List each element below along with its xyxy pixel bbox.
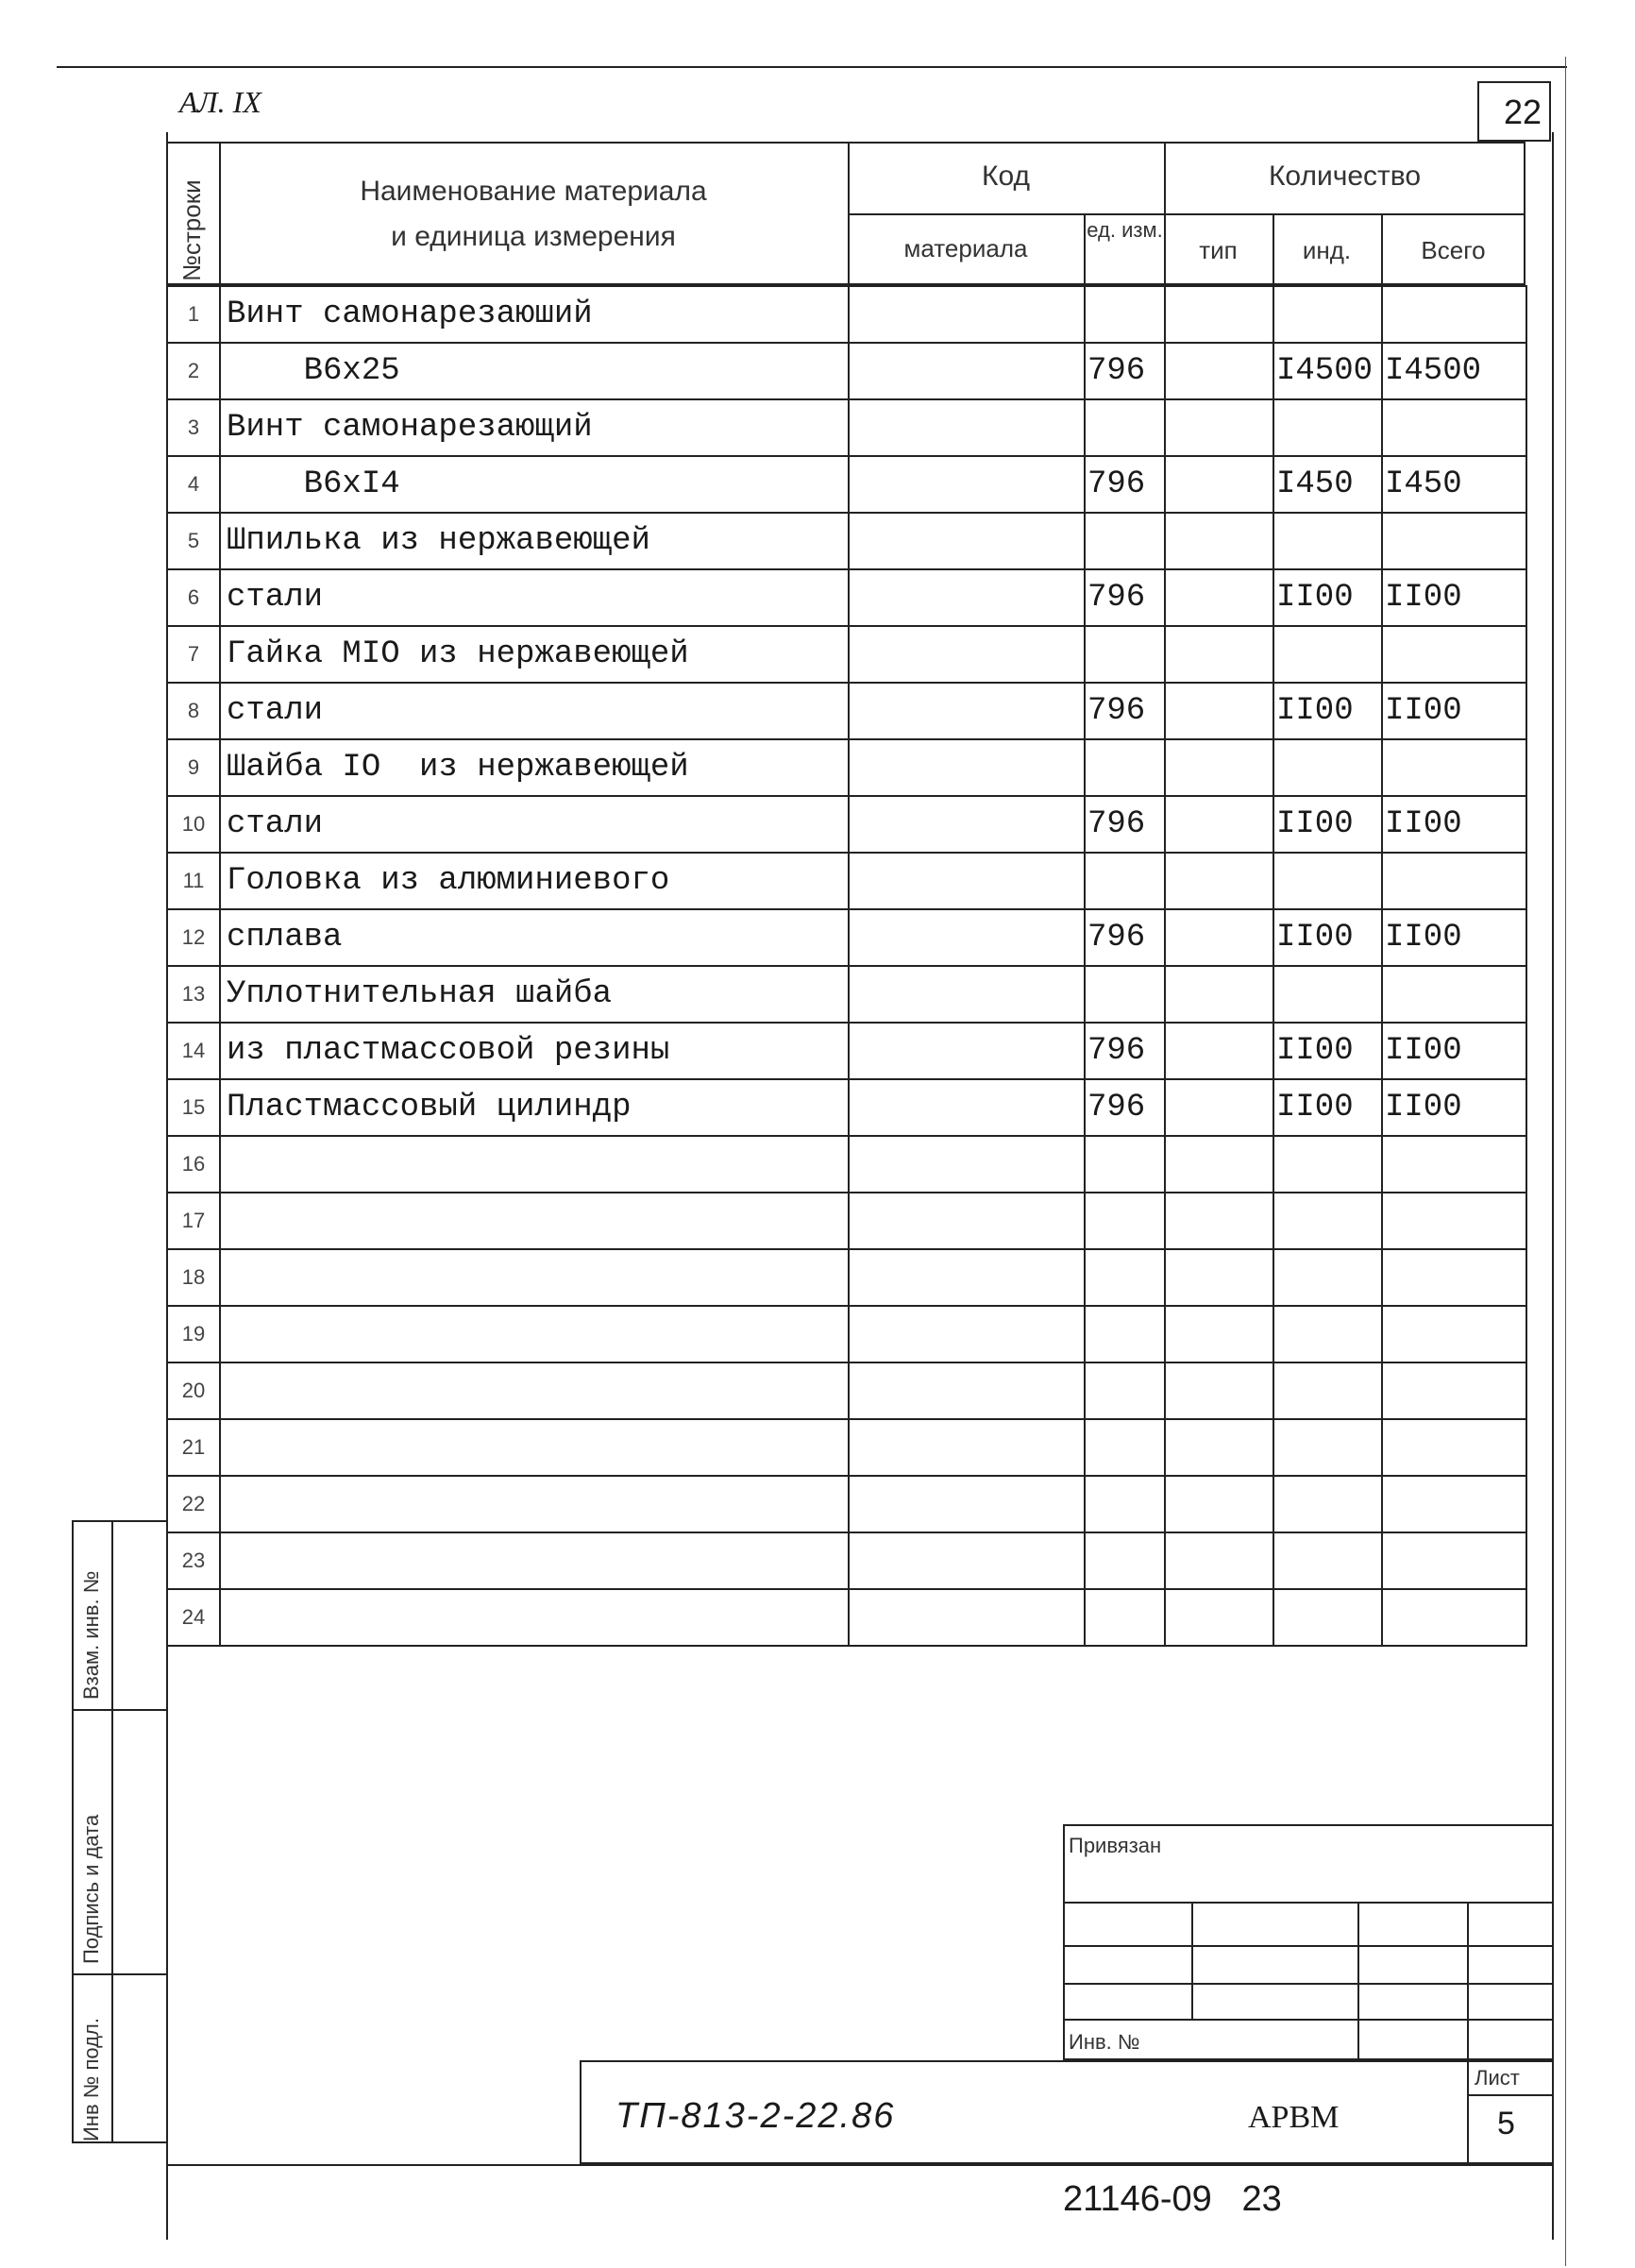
row-name (220, 1193, 849, 1249)
row-qty-total (1382, 286, 1526, 343)
row-qty-total: II00 (1382, 909, 1526, 966)
header-qty-ind: инд. (1302, 236, 1352, 264)
row-qty-ind: II00 (1273, 909, 1382, 966)
row-qty-ind: II00 (1273, 1079, 1382, 1136)
row-unit-code: 796 (1085, 343, 1165, 399)
table-row (167, 1532, 1526, 1589)
row-number: 24 (167, 1589, 220, 1646)
table-row (167, 569, 1526, 626)
row-name: Шпилька из нержавеющей (220, 513, 849, 569)
row-qty-total: II00 (1382, 1079, 1526, 1136)
table-row (167, 1249, 1526, 1306)
row-name: из пластмассовой резины (220, 1023, 849, 1079)
materials-table (166, 285, 1527, 1647)
row-unit-code (1085, 513, 1165, 569)
materials-table-body (167, 286, 1526, 1646)
row-material-code (849, 1362, 1085, 1419)
privyazan-line4 (1065, 2019, 1554, 2021)
table-row (167, 683, 1526, 739)
row-material-code (849, 1476, 1085, 1532)
row-qty-type (1165, 966, 1273, 1023)
row-number: 12 (167, 909, 220, 966)
footer-note: 21146-09 23 (1063, 2179, 1282, 2219)
row-qty-type (1165, 1589, 1273, 1646)
row-number: 20 (167, 1362, 220, 1419)
row-name: Пластмассовый цилиндр (220, 1079, 849, 1136)
header-code-unit: ед. изм. (1087, 218, 1163, 242)
table-row (167, 456, 1526, 513)
row-name: Гайка МIО из нержавеющей (220, 626, 849, 683)
row-qty-ind (1273, 626, 1382, 683)
row-unit-code (1085, 1193, 1165, 1249)
table-row (167, 626, 1526, 683)
row-name (220, 1362, 849, 1419)
row-unit-code (1085, 1476, 1165, 1532)
row-unit-code: 796 (1085, 569, 1165, 626)
row-material-code (849, 1589, 1085, 1646)
row-material-code (849, 1419, 1085, 1476)
privyazan-sep3 (1467, 1902, 1469, 2062)
row-material-code (849, 1079, 1085, 1136)
row-qty-ind: II00 (1273, 796, 1382, 853)
row-qty-type (1165, 1023, 1273, 1079)
side-stamp-sep (111, 1520, 113, 2143)
row-qty-total (1382, 1532, 1526, 1589)
row-qty-type (1165, 1249, 1273, 1306)
side-stamp-line2 (72, 1973, 166, 1975)
row-number: 1 (167, 286, 220, 343)
row-qty-total (1382, 853, 1526, 909)
header-code-material: материала (903, 234, 1028, 262)
title-block (580, 2060, 1552, 2164)
row-qty-type (1165, 1306, 1273, 1362)
doc-code: ТП-813-2-22.86 (615, 2096, 896, 2136)
privyazan-block (1063, 1824, 1552, 2060)
row-unit-code (1085, 739, 1165, 796)
row-material-code (849, 569, 1085, 626)
row-qty-type (1165, 626, 1273, 683)
row-name (220, 1136, 849, 1193)
row-qty-ind: I4500 (1273, 343, 1382, 399)
bottom-border-line (166, 2164, 1552, 2166)
row-qty-ind (1273, 1362, 1382, 1419)
row-material-code (849, 683, 1085, 739)
row-material-code (849, 796, 1085, 853)
privyazan-line3 (1065, 1983, 1554, 1985)
header-quantity: Количество (1268, 161, 1422, 192)
row-number: 16 (167, 1136, 220, 1193)
row-material-code (849, 343, 1085, 399)
row-qty-type (1165, 456, 1273, 513)
row-number: 22 (167, 1476, 220, 1532)
row-unit-code: 796 (1085, 796, 1165, 853)
row-unit-code (1085, 1249, 1165, 1306)
side-label-vzam-inv: Взам. инв. № (79, 1570, 103, 1700)
row-name: Шайба IО из нержавеющей (220, 739, 849, 796)
row-qty-ind (1273, 1476, 1382, 1532)
row-qty-ind (1273, 513, 1382, 569)
row-qty-ind (1273, 966, 1382, 1023)
row-number: 11 (167, 853, 220, 909)
row-name: В6хI4 (220, 456, 849, 513)
privyazan-sep1 (1191, 1902, 1193, 2021)
top-border-line (57, 66, 1567, 68)
row-qty-ind (1273, 399, 1382, 456)
table-row (167, 399, 1526, 456)
row-qty-type (1165, 683, 1273, 739)
table-row (167, 343, 1526, 399)
row-name (220, 1249, 849, 1306)
row-qty-type (1165, 343, 1273, 399)
row-qty-type (1165, 1079, 1273, 1136)
row-material-code (849, 1136, 1085, 1193)
row-qty-total (1382, 966, 1526, 1023)
row-qty-total: II00 (1382, 796, 1526, 853)
row-qty-type (1165, 1476, 1273, 1532)
album-mark: АЛ. IX (179, 85, 261, 119)
row-name (220, 1589, 849, 1646)
row-number: 17 (167, 1193, 220, 1249)
row-qty-type (1165, 739, 1273, 796)
row-name: стали (220, 569, 849, 626)
row-material-code (849, 853, 1085, 909)
row-material-code (849, 909, 1085, 966)
row-qty-type (1165, 569, 1273, 626)
row-qty-total (1382, 1306, 1526, 1362)
row-name: стали (220, 796, 849, 853)
table-row (167, 1419, 1526, 1476)
row-unit-code (1085, 399, 1165, 456)
side-stamp-line1 (72, 1709, 166, 1711)
table-row (167, 1362, 1526, 1419)
list-label: Лист (1475, 2066, 1520, 2090)
row-number: 5 (167, 513, 220, 569)
row-qty-ind (1273, 1306, 1382, 1362)
row-number: 21 (167, 1419, 220, 1476)
header-mid-line (848, 213, 1525, 215)
row-material-code (849, 626, 1085, 683)
table-row (167, 286, 1526, 343)
row-name: Уплотнительная шайба (220, 966, 849, 1023)
table-row (167, 1136, 1526, 1193)
section-code: АРВМ (1248, 2100, 1340, 2135)
row-unit-code (1085, 1306, 1165, 1362)
table-row (167, 1193, 1526, 1249)
row-number: 10 (167, 796, 220, 853)
row-number: 15 (167, 1079, 220, 1136)
table-row (167, 909, 1526, 966)
row-number: 9 (167, 739, 220, 796)
row-qty-ind (1273, 1532, 1382, 1589)
row-qty-type (1165, 513, 1273, 569)
row-unit-code: 796 (1085, 456, 1165, 513)
row-unit-code (1085, 1136, 1165, 1193)
row-qty-total (1382, 626, 1526, 683)
row-unit-code (1085, 1419, 1165, 1476)
page-number: 22 (1503, 93, 1542, 131)
row-qty-type (1165, 399, 1273, 456)
row-qty-type (1165, 1136, 1273, 1193)
row-qty-total: II00 (1382, 1023, 1526, 1079)
row-name: стали (220, 683, 849, 739)
row-qty-total (1382, 1476, 1526, 1532)
privyazan-line2 (1065, 1945, 1554, 1947)
table-row (167, 1476, 1526, 1532)
row-unit-code (1085, 853, 1165, 909)
row-qty-ind (1273, 1249, 1382, 1306)
row-unit-code (1085, 1362, 1165, 1419)
header-name-line2: и единица измерения (391, 221, 676, 252)
row-qty-ind (1273, 1589, 1382, 1646)
row-number: 7 (167, 626, 220, 683)
privyazan-sep2 (1357, 1902, 1359, 2062)
outer-right-line (1565, 57, 1566, 2266)
table-row (167, 1589, 1526, 1646)
row-unit-code: 796 (1085, 683, 1165, 739)
table-row (167, 513, 1526, 569)
row-qty-ind: II00 (1273, 1023, 1382, 1079)
row-name: сплава (220, 909, 849, 966)
row-qty-total (1382, 1419, 1526, 1476)
row-material-code (849, 1023, 1085, 1079)
row-qty-total: I4500 (1382, 343, 1526, 399)
row-qty-ind (1273, 1136, 1382, 1193)
row-material-code (849, 1532, 1085, 1589)
row-number: 6 (167, 569, 220, 626)
privyazan-label: Привязан (1069, 1834, 1162, 1857)
row-unit-code (1085, 626, 1165, 683)
row-qty-total (1382, 1362, 1526, 1419)
row-name (220, 1532, 849, 1589)
row-unit-code: 796 (1085, 1023, 1165, 1079)
row-unit-code (1085, 286, 1165, 343)
row-qty-ind (1273, 853, 1382, 909)
table-row (167, 1023, 1526, 1079)
row-name: Винт самонарезающий (220, 399, 849, 456)
header-row-no-label: №строки (177, 179, 206, 281)
row-qty-type (1165, 1193, 1273, 1249)
row-unit-code (1085, 1532, 1165, 1589)
sheet-line (1467, 2094, 1554, 2096)
row-qty-total (1382, 1249, 1526, 1306)
header-sep-num (219, 142, 221, 285)
row-material-code (849, 513, 1085, 569)
row-unit-code (1085, 1589, 1165, 1646)
row-qty-ind: II00 (1273, 569, 1382, 626)
row-name: В6х25 (220, 343, 849, 399)
row-material-code (849, 286, 1085, 343)
side-label-inv-podl: Инв № подл. (79, 2018, 103, 2141)
row-qty-total (1382, 1589, 1526, 1646)
sheet-sep (1467, 2062, 1469, 2166)
row-name: Головка из алюминиевого (220, 853, 849, 909)
privyazan-line1 (1065, 1902, 1554, 1904)
row-name (220, 1476, 849, 1532)
row-qty-type (1165, 286, 1273, 343)
table-row (167, 739, 1526, 796)
row-number: 3 (167, 399, 220, 456)
row-qty-total (1382, 399, 1526, 456)
row-qty-type (1165, 1362, 1273, 1419)
row-qty-type (1165, 909, 1273, 966)
table-row (167, 1306, 1526, 1362)
row-number: 4 (167, 456, 220, 513)
row-material-code (849, 1193, 1085, 1249)
table-row (167, 966, 1526, 1023)
row-name (220, 1306, 849, 1362)
row-unit-code: 796 (1085, 909, 1165, 966)
table-row (167, 1079, 1526, 1136)
side-label-podpis-data: Подпись и дата (79, 1814, 103, 1964)
row-number: 13 (167, 966, 220, 1023)
table-row (167, 853, 1526, 909)
row-qty-ind (1273, 286, 1382, 343)
row-unit-code (1085, 966, 1165, 1023)
row-number: 2 (167, 343, 220, 399)
row-number: 19 (167, 1306, 220, 1362)
row-qty-total (1382, 1136, 1526, 1193)
row-qty-type (1165, 796, 1273, 853)
row-qty-total: I450 (1382, 456, 1526, 513)
row-material-code (849, 1249, 1085, 1306)
header-qty-type: тип (1199, 236, 1238, 264)
row-material-code (849, 739, 1085, 796)
row-number: 8 (167, 683, 220, 739)
row-material-code (849, 1306, 1085, 1362)
row-qty-type (1165, 1419, 1273, 1476)
row-material-code (849, 399, 1085, 456)
header-qty-total: Всего (1421, 236, 1486, 264)
row-unit-code: 796 (1085, 1079, 1165, 1136)
row-qty-ind (1273, 1193, 1382, 1249)
sheet-number: 5 (1497, 2106, 1515, 2141)
row-material-code (849, 456, 1085, 513)
header-name-line1: Наименование материала (360, 176, 707, 207)
row-qty-type (1165, 1532, 1273, 1589)
right-border-line (1552, 132, 1554, 2240)
row-qty-type (1165, 853, 1273, 909)
row-name: Винт самонарезаюший (220, 286, 849, 343)
row-number: 23 (167, 1532, 220, 1589)
row-name (220, 1419, 849, 1476)
page-number-box (1477, 81, 1551, 142)
row-qty-total (1382, 1193, 1526, 1249)
row-number: 14 (167, 1023, 220, 1079)
row-qty-ind: I450 (1273, 456, 1382, 513)
row-qty-ind: II00 (1273, 683, 1382, 739)
row-qty-total (1382, 739, 1526, 796)
row-material-code (849, 966, 1085, 1023)
row-number: 18 (167, 1249, 220, 1306)
header-code: Код (981, 161, 1030, 192)
table-row (167, 796, 1526, 853)
row-qty-total (1382, 513, 1526, 569)
inv-no-label: Инв. № (1069, 2030, 1140, 2054)
row-qty-total: II00 (1382, 683, 1526, 739)
row-qty-total: II00 (1382, 569, 1526, 626)
row-qty-ind (1273, 739, 1382, 796)
row-qty-ind (1273, 1419, 1382, 1476)
